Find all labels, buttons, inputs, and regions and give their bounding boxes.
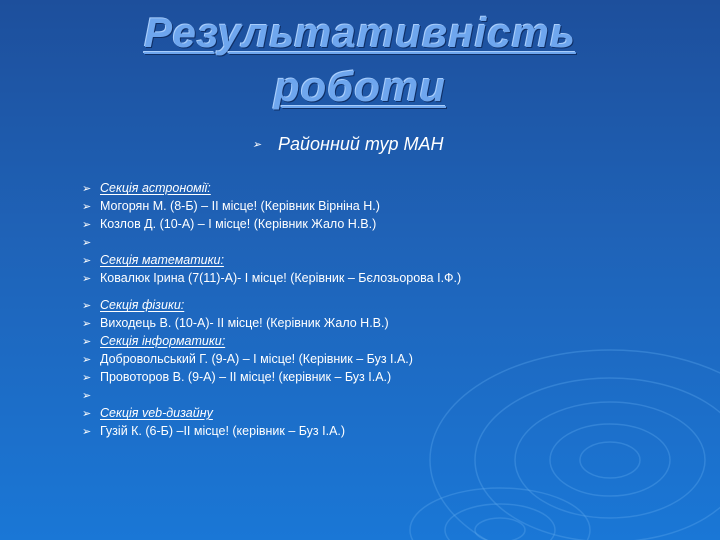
subheading xyxy=(252,134,443,155)
list-item xyxy=(82,215,682,233)
arrow-bullet-icon: ➢ xyxy=(82,218,92,231)
results-list xyxy=(82,179,682,440)
arrow-bullet-icon: ➢ xyxy=(82,353,92,366)
section-heading-text: Секція астрономії: xyxy=(100,181,211,195)
list-item-text: Виходець В. (10-А)- ІІ місце! (Керівник Жало Н.В.) xyxy=(100,316,389,330)
list-item-text: Добровольський Г. (9-А) – І місце! (Керівник – Буз І.А.) xyxy=(100,352,413,366)
arrow-bullet-icon: ➢ xyxy=(82,200,92,213)
section-heading-text: Секція інформатики: xyxy=(100,334,226,348)
arrow-bullet-icon: ➢ xyxy=(82,254,92,267)
section-heading-item xyxy=(82,179,682,197)
list-item xyxy=(82,350,682,368)
list-item xyxy=(82,233,682,251)
arrow-bullet-icon: ➢ xyxy=(82,182,92,195)
slide-title xyxy=(0,6,720,114)
list-item xyxy=(82,368,682,386)
list-item-text: Ковалюк Ірина (7(11)-А)- І місце! (Керівник – Бєлозьорова І.Ф.) xyxy=(100,271,462,285)
subheading-text: Районний тур МАН xyxy=(278,134,444,154)
list-item xyxy=(82,386,682,404)
arrow-bullet-icon: ➢ xyxy=(82,425,92,438)
arrow-bullet-icon: ➢ xyxy=(82,371,92,384)
list-item xyxy=(82,269,682,287)
section-heading-item xyxy=(82,332,682,350)
list-item-text: Могорян М. (8-Б) – ІІ місце! (Керівник Вірніна Н.) xyxy=(100,199,380,213)
arrow-bullet-icon: ➢ xyxy=(82,407,92,420)
list-item-text: Козлов Д. (10-А) – І місце! (Керівник Жало Н.В.) xyxy=(100,217,377,231)
section-heading-text: Секція фізики: xyxy=(100,298,185,312)
arrow-bullet-icon: ➢ xyxy=(82,317,92,330)
section-heading-item xyxy=(82,404,682,422)
arrow-bullet-icon: ➢ xyxy=(82,389,92,402)
list-spacer xyxy=(82,287,682,296)
arrow-bullet-icon: ➢ xyxy=(82,272,92,285)
arrow-bullet-icon: ➢ xyxy=(82,335,92,348)
slide-title-line-1: Результативність xyxy=(144,9,576,56)
list-item-text: Провоторов В. (9-А) – ІІ місце! (керівник – Буз І.А.) xyxy=(100,370,392,384)
arrow-bullet-icon: ➢ xyxy=(82,299,92,312)
list-item-text: Гузій К. (6-Б) –ІІ місце! (керівник – Буз І.А.) xyxy=(100,424,346,438)
arrow-bullet-icon: ➢ xyxy=(82,236,92,249)
list-item xyxy=(82,422,682,440)
section-heading-item xyxy=(82,296,682,314)
arrow-bullet-icon: ➢ xyxy=(252,139,262,151)
section-heading-text: Секція математики: xyxy=(100,253,224,267)
list-item xyxy=(82,197,682,215)
slide-title-line-2: роботи xyxy=(274,63,446,110)
section-heading-item xyxy=(82,251,682,269)
list-item xyxy=(82,314,682,332)
section-heading-text: Секція veb-дизайну xyxy=(100,406,213,420)
